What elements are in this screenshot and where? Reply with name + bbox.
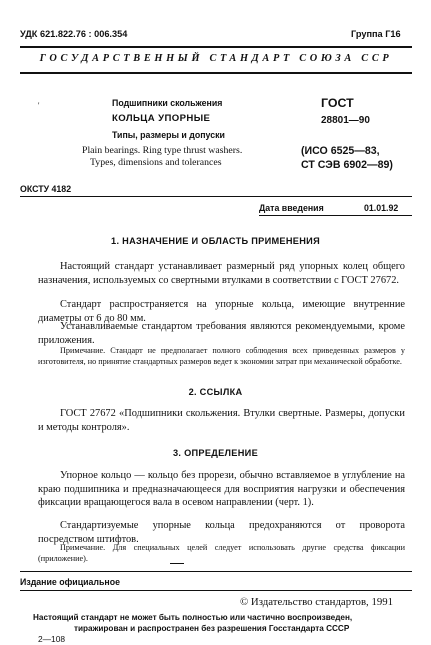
section-1-paragraph-2: Стандарт распространяется на упорные кольца, имеющие внутренние диаметры от 6 до 80 мм. — [38, 299, 405, 324]
doc-name: КОЛЬЦА УПОРНЫЕ — [112, 113, 211, 124]
section-3-paragraph-2: Стандартизуемые упорные кольца предохраняются от проворота посредством штифтов. — [38, 520, 405, 545]
category-label: Подшипники скольжения — [112, 98, 223, 108]
notice-line-2: тиражирован и распространен без разрешения Госстандарта СССР — [74, 624, 350, 633]
date-label: Дата введения — [259, 203, 324, 213]
section-2-paragraph-1: ГОСТ 27672 «Подшипники скольжения. Втулки свертные. Размеры, допуски и методы контроля». — [38, 408, 405, 433]
header-rule-top — [20, 46, 412, 48]
gost-number: 28801—90 — [321, 115, 370, 126]
section-1-paragraph-1: Настоящий стандарт устанавливает размерный ряд упорных колец общего назначения, используемых со свертными втулками в соответствии с ГОСТ 27672. — [38, 261, 405, 286]
english-title-2: Types, dimensions and tolerances — [90, 157, 222, 168]
standard-title: ГОСУДАРСТВЕННЫЙ СТАНДАРТ СОЮЗА ССР — [39, 53, 393, 64]
corner-mark: ' — [38, 101, 40, 110]
doc-subtitle: Типы, размеры и допуски — [112, 130, 225, 140]
okstu-code: ОКСТУ 4182 — [20, 184, 72, 194]
section-2-title: 2. ССЫЛКА — [188, 387, 243, 397]
section-3-title: 3. ОПРЕДЕЛЕНИЕ — [172, 448, 259, 458]
english-title-1: Plain bearings. Ring type thrust washers. — [82, 145, 243, 156]
section-1-paragraph-3: Устанавливаемые стандартом требования являются рекомендуемыми, кроме приложения. — [38, 321, 405, 346]
section-1-note: Примечание. Стандарт не предполагает полного соблюдения всех приведенных размеров у изготовителя, но принятие стандартных размеров ведет к экономии затрат при механической обработке. — [38, 346, 405, 366]
iso-reference: (ИСО 6525—83, — [301, 145, 380, 157]
page-code: 2—108 — [38, 634, 66, 644]
header-rule-bottom — [20, 72, 412, 74]
title-rule — [20, 196, 412, 197]
edition-label: Издание официальное — [20, 577, 120, 587]
end-mark — [170, 563, 184, 564]
date-value: 01.01.92 — [364, 203, 399, 213]
footer-rule-bottom — [20, 590, 412, 591]
copyright: © Издательство стандартов, 1991 — [240, 596, 394, 608]
footer-rule-top — [20, 571, 412, 572]
udk-code: УДК 621.822.76 : 006.354 — [20, 29, 128, 39]
group-code: Группа Г16 — [351, 29, 401, 39]
section-3-note: Примечание. Для специальных целей следует использовать другие средства фиксации (приложение). — [38, 543, 405, 563]
notice-line-1: Настоящий стандарт не может быть полностью или частично воспроизведен, — [33, 613, 353, 622]
gost-label: ГОСТ — [321, 96, 354, 110]
date-underline — [259, 215, 412, 216]
section-1-title: 1. НАЗНАЧЕНИЕ И ОБЛАСТЬ ПРИМЕНЕНИЯ — [111, 236, 320, 246]
section-3-paragraph-1: Упорное кольцо — кольцо без прорези, обычно вставляемое в углубление на краю подшипника и предназначающееся для восприятия нагрузки и обеспечения фиксации вращающегося вала в осевом направлении (черт. 1). — [38, 470, 405, 509]
sev-reference: СТ СЭВ 6902—89) — [301, 159, 393, 171]
